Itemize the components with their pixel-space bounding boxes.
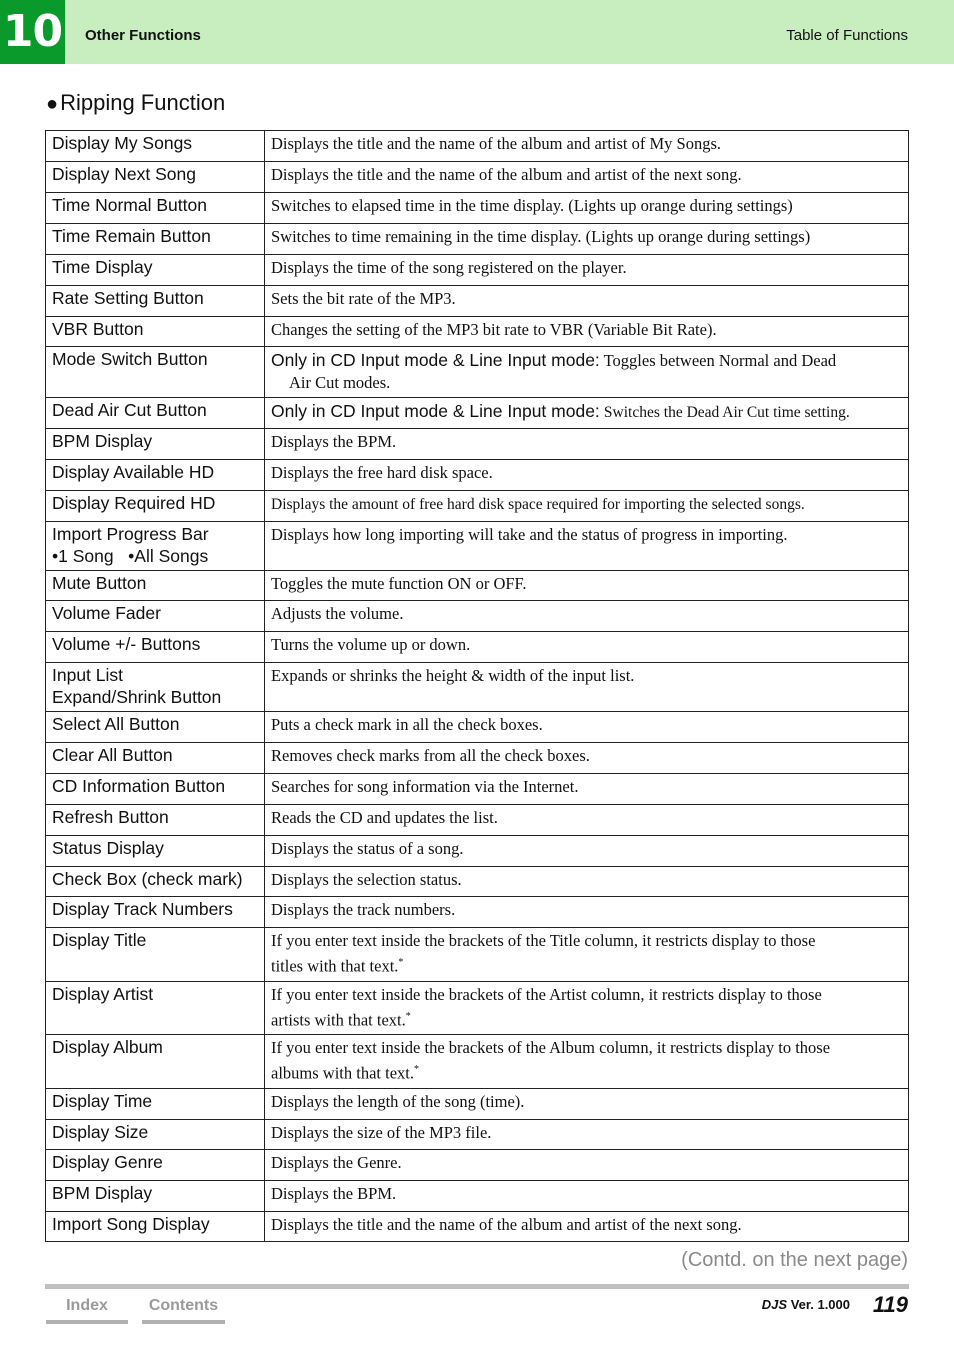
- function-description: Toggles the mute function ON or OFF.: [271, 574, 527, 593]
- function-name-cell: [46, 1149, 265, 1180]
- table-row: [46, 712, 909, 743]
- function-description: Turns the volume up or down.: [271, 635, 471, 654]
- function-description-cell: [265, 491, 909, 522]
- function-name: Status Display: [52, 838, 164, 858]
- table-row: [46, 131, 909, 162]
- function-name-cell: [46, 317, 265, 347]
- function-name-cell: [46, 429, 265, 460]
- function-name: Volume Fader: [52, 603, 161, 623]
- page-number: 119: [872, 1292, 908, 1317]
- function-description-cell: [265, 571, 909, 601]
- table-row: [46, 522, 909, 571]
- table-row: [46, 286, 909, 317]
- function-description-cell: [265, 897, 909, 928]
- function-description-cell: [265, 1149, 909, 1180]
- function-description: Displays the length of the song (time).: [271, 1091, 525, 1111]
- function-name-cell: [46, 836, 265, 867]
- function-name: Mute Button: [52, 573, 147, 593]
- function-description-cell: [265, 286, 909, 317]
- function-description-cell: [265, 1035, 909, 1089]
- table-row: [46, 928, 909, 982]
- function-name-cell: [46, 1180, 265, 1211]
- function-name: Select All Button: [52, 714, 180, 734]
- function-description-cell: [265, 663, 909, 712]
- function-name-cell: [46, 928, 265, 982]
- section-heading-text: Ripping Function: [60, 90, 226, 115]
- function-name: Time Display: [52, 257, 153, 277]
- function-description: Displays the title and the name of the album and artist of the next song.: [271, 165, 742, 184]
- function-name: Display Track Numbers: [52, 899, 233, 919]
- table-row: [46, 663, 909, 712]
- function-description-cell: [265, 398, 909, 429]
- function-name-cell: [46, 632, 265, 663]
- table-row: [46, 1149, 909, 1180]
- function-name-cell: [46, 712, 265, 743]
- function-description: Displays the Genre.: [271, 1152, 402, 1172]
- function-description: Changes the setting of the MP3 bit rate to VBR (Variable Bit Rate).: [271, 320, 717, 339]
- function-name-cell: [46, 571, 265, 601]
- function-name-cell: [46, 224, 265, 255]
- table-row: [46, 1088, 909, 1119]
- function-description: Displays how long importing will take and the status of progress in importing.: [271, 525, 788, 544]
- function-description-cell: [265, 193, 909, 224]
- function-description-line2: [271, 1059, 902, 1085]
- function-description-cell: [265, 131, 909, 162]
- footnote-marker: *: [413, 1064, 419, 1075]
- function-description: Searches for song information via the Internet.: [271, 777, 579, 796]
- function-description: Removes check marks from all the check boxes.: [271, 746, 590, 765]
- table-row: [46, 571, 909, 601]
- function-name-cell: [46, 522, 265, 571]
- function-name: Display Size: [52, 1121, 149, 1142]
- function-table: [45, 130, 909, 1242]
- function-name: Display Available HD: [52, 462, 215, 482]
- function-name: Display Album: [52, 1037, 163, 1057]
- function-description: Displays the status of a song.: [271, 839, 464, 858]
- function-name-cell: [46, 491, 265, 522]
- table-row: [46, 981, 909, 1035]
- function-name: Import Song Display: [52, 1213, 210, 1234]
- description-continuation: artists with that text.: [271, 1010, 406, 1029]
- function-name: Clear All Button: [52, 745, 173, 765]
- table-row: [46, 897, 909, 928]
- function-name: Rate Setting Button: [52, 288, 204, 308]
- function-name-cell: [46, 193, 265, 224]
- function-name-cell: [46, 663, 265, 712]
- function-name-cell: [46, 1088, 265, 1119]
- function-description-cell: [265, 601, 909, 632]
- mode-note: Only in CD Input mode & Line Input mode:: [271, 401, 600, 421]
- function-name: Display Time: [52, 1090, 153, 1111]
- footnote-marker: *: [405, 1010, 411, 1022]
- description-continuation: titles with that text.: [271, 956, 399, 976]
- function-name-line2: Expand/Shrink Button: [52, 687, 222, 707]
- table-row: [46, 1119, 909, 1149]
- section-heading: [46, 90, 225, 116]
- function-name-cell: [46, 743, 265, 774]
- table-row: [46, 1180, 909, 1211]
- function-name: VBR Button: [52, 319, 144, 339]
- function-name: Display Title: [52, 930, 147, 950]
- table-row: [46, 632, 909, 663]
- function-description: Displays the BPM.: [271, 1183, 397, 1203]
- function-description-cell: [265, 317, 909, 347]
- function-description-cell: [265, 836, 909, 867]
- contents-link[interactable]: Contents: [142, 1294, 225, 1324]
- table-row: [46, 162, 909, 193]
- function-description: Puts a check mark in all the check boxes.: [271, 715, 543, 734]
- function-description: Displays the track numbers.: [271, 900, 456, 919]
- function-description-cell: [265, 1088, 909, 1119]
- function-description: Displays the BPM.: [271, 432, 397, 451]
- function-description: Displays the free hard disk space.: [271, 463, 493, 482]
- function-description-cell: [265, 1119, 909, 1149]
- function-description: If you enter text inside the brackets of the Album column, it restricts display to those: [271, 1038, 831, 1057]
- function-name-cell: [46, 1119, 265, 1149]
- function-name-cell: [46, 398, 265, 429]
- function-description: If you enter text inside the brackets of the Artist column, it restricts display to those: [271, 984, 822, 1004]
- function-name-cell: [46, 601, 265, 632]
- description-continuation: albums with that text.: [271, 1063, 414, 1083]
- table-row: [46, 193, 909, 224]
- description-continuation: Air Cut modes.: [289, 373, 391, 392]
- function-description-cell: [265, 805, 909, 836]
- function-description-cell: [265, 774, 909, 805]
- function-name-cell: [46, 774, 265, 805]
- table-row: [46, 1035, 909, 1089]
- function-name: Input List: [52, 665, 124, 685]
- function-name: Dead Air Cut Button: [52, 400, 207, 420]
- function-description-cell: [265, 981, 909, 1035]
- table-row: [46, 398, 909, 429]
- function-description-cell: [265, 632, 909, 663]
- table-row: [46, 460, 909, 491]
- function-name-cell: [46, 867, 265, 897]
- version-label: [762, 1297, 850, 1312]
- index-link[interactable]: Index: [46, 1294, 128, 1324]
- table-row: [46, 347, 909, 398]
- function-description: Displays the amount of free hard disk space required for importing the selected songs.: [271, 496, 805, 513]
- function-description: If you enter text inside the brackets of the Title column, it restricts display to those: [271, 931, 816, 950]
- function-description: Adjusts the volume.: [271, 604, 404, 623]
- chapter-number: 10: [0, 0, 65, 64]
- function-description-cell: [265, 460, 909, 491]
- function-description: Expands or shrinks the height & width of the input list.: [271, 666, 635, 685]
- mode-note: Only in CD Input mode & Line Input mode:: [271, 350, 600, 370]
- function-name: CD Information Button: [52, 776, 226, 796]
- table-row: [46, 429, 909, 460]
- function-description-cell: [265, 347, 909, 398]
- function-name: BPM Display: [52, 431, 153, 451]
- function-description: Toggles between Normal and Dead: [603, 351, 837, 370]
- function-description-cell: [265, 162, 909, 193]
- function-name-cell: [46, 131, 265, 162]
- function-description: Displays the size of the MP3 file.: [271, 1122, 492, 1142]
- footnote-marker: *: [398, 957, 404, 968]
- chapter-title: Other Functions: [85, 27, 201, 44]
- continued-note: (Contd. on the next page): [681, 1249, 908, 1271]
- function-name: Mode Switch Button: [52, 349, 208, 369]
- function-name: Display Genre: [52, 1151, 163, 1172]
- table-row: [46, 224, 909, 255]
- function-description-line2: [271, 1006, 902, 1032]
- function-description: Displays the title and the name of the album and artist of My Songs.: [271, 134, 722, 153]
- function-description: Reads the CD and updates the list.: [271, 808, 498, 827]
- function-description-cell: [265, 1180, 909, 1211]
- function-name-cell: [46, 162, 265, 193]
- table-row: [46, 836, 909, 867]
- header-section-title: Table of Functions: [786, 27, 908, 44]
- function-description-cell: [265, 928, 909, 982]
- function-name-cell: [46, 255, 265, 286]
- function-name-cell: [46, 981, 265, 1035]
- product-name: DJS: [761, 1297, 788, 1312]
- version-number: Ver. 1.000: [790, 1297, 850, 1312]
- table-row: [46, 867, 909, 897]
- function-name: Display Required HD: [52, 493, 216, 513]
- table-row: [46, 255, 909, 286]
- function-description-cell: [265, 255, 909, 286]
- function-name: Volume +/- Buttons: [52, 634, 201, 654]
- table-row: [46, 491, 909, 522]
- function-name-cell: [46, 897, 265, 928]
- function-name-line2: •1 Song •All Songs: [52, 546, 209, 566]
- function-name-cell: [46, 1035, 265, 1089]
- function-description-line2: [271, 372, 902, 394]
- function-description-cell: [265, 1211, 909, 1241]
- function-description-cell: [265, 712, 909, 743]
- function-name: Check Box (check mark): [52, 869, 243, 889]
- function-description: Displays the time of the song registered on the player.: [271, 258, 627, 277]
- function-name: BPM Display: [52, 1182, 153, 1203]
- table-row: [46, 743, 909, 774]
- function-name: Display Next Song: [52, 164, 196, 184]
- function-description: Switches to elapsed time in the time display. (Lights up orange during settings): [271, 196, 793, 215]
- table-row: [46, 1211, 909, 1241]
- function-name-cell: [46, 347, 265, 398]
- function-description-cell: [265, 224, 909, 255]
- function-description-cell: [265, 522, 909, 571]
- function-name-cell: [46, 286, 265, 317]
- function-description-cell: [265, 867, 909, 897]
- table-row: [46, 601, 909, 632]
- table-row: [46, 317, 909, 347]
- function-name-cell: [46, 460, 265, 491]
- function-description: Displays the title and the name of the album and artist of the next song.: [271, 1214, 742, 1234]
- function-name: Refresh Button: [52, 807, 169, 827]
- function-name-cell: [46, 805, 265, 836]
- function-description: Switches the Dead Air Cut time setting.: [603, 404, 850, 421]
- function-description-line2: [271, 952, 902, 978]
- function-name-cell: [46, 1211, 265, 1241]
- function-description: Sets the bit rate of the MP3.: [271, 289, 456, 308]
- function-name: Import Progress Bar: [52, 524, 209, 544]
- function-description: Displays the selection status.: [271, 870, 462, 889]
- function-name: Time Remain Button: [52, 226, 211, 246]
- function-name: Display Artist: [52, 983, 154, 1004]
- table-row: [46, 774, 909, 805]
- bullet-icon: ●: [46, 93, 59, 115]
- function-description-cell: [265, 429, 909, 460]
- table-row: [46, 805, 909, 836]
- footer-divider: [45, 1284, 909, 1289]
- function-name: Time Normal Button: [52, 195, 207, 215]
- function-name: Display My Songs: [52, 133, 193, 153]
- function-description: Switches to time remaining in the time display. (Lights up orange during settings): [271, 227, 811, 246]
- function-description-cell: [265, 743, 909, 774]
